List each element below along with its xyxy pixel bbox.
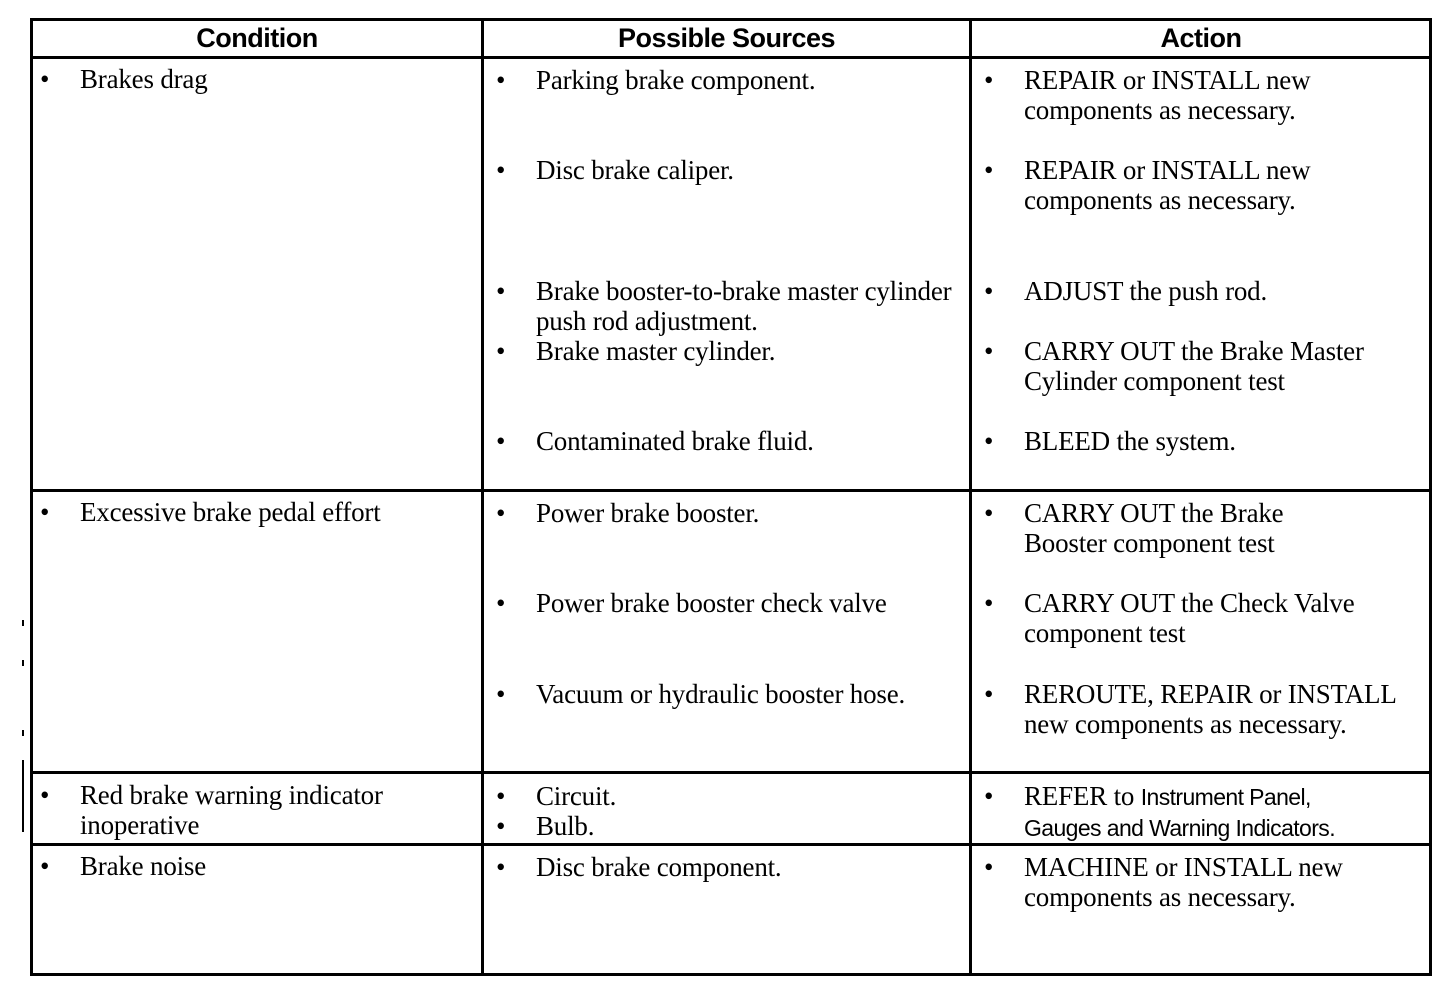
source-item: • Disc brake component.	[490, 852, 960, 882]
source-item: • Brake master cylinder.	[490, 336, 960, 366]
action-refer-lead: REFER to	[1024, 781, 1135, 811]
source-item: • Vacuum or hydraulic booster hose.	[490, 679, 920, 709]
source-item: • Parking brake component.	[490, 65, 960, 95]
column-divider-2	[969, 18, 972, 976]
action-item: • CARRY OUT the Check Valve component test	[978, 588, 1368, 648]
source-item: • Circuit.	[490, 781, 960, 811]
source-item: • Brake booster-to-brake master cylinder push rod adjustment.	[490, 276, 960, 336]
column-divider-1	[481, 18, 484, 976]
header-divider	[30, 56, 1432, 59]
action-item: • CARRY OUT the Brake Master Cylinder component test	[978, 336, 1388, 396]
header-condition: Condition	[196, 23, 318, 53]
row-divider-1	[30, 489, 1432, 492]
condition-brake-noise: • Brake noise	[34, 851, 474, 881]
margin-mark	[22, 730, 24, 736]
source-item: • Bulb.	[490, 811, 960, 841]
row-divider-2	[30, 771, 1432, 774]
condition-excessive-pedal-effort: • Excessive brake pedal effort	[34, 497, 474, 527]
action-item: • MACHINE or INSTALL new components as necessary.	[978, 852, 1418, 912]
source-item: • Disc brake caliper.	[490, 155, 960, 185]
header-possible-sources: Possible Sources	[617, 23, 836, 53]
action-item: • REROUTE, REPAIR or INSTALL new components as necessary.	[978, 679, 1398, 739]
source-item: • Contaminated brake fluid.	[490, 426, 960, 456]
margin-mark	[22, 660, 24, 666]
action-item: • ADJUST the push rod.	[978, 276, 1418, 306]
condition-brakes-drag: • Brakes drag	[34, 64, 474, 94]
change-bar	[22, 760, 24, 832]
source-item: • Power brake booster.	[490, 498, 960, 528]
action-item: • REPAIR or INSTALL new components as necessary.	[978, 155, 1418, 215]
action-item: • REPAIR or INSTALL new components as necessary.	[978, 65, 1418, 125]
action-item: • BLEED the system.	[978, 426, 1418, 456]
condition-red-warning-indicator: • Red brake warning indicator inoperative	[34, 780, 474, 840]
action-reference-link[interactable]: Gauges and Warning Indicators.	[1024, 815, 1335, 841]
action-item: • CARRY OUT the Brake Booster component test	[978, 498, 1358, 558]
action-item	[978, 781, 1428, 843]
action-reference-link[interactable]: Instrument Panel,	[1140, 784, 1311, 810]
margin-mark	[22, 620, 24, 626]
header-action: Action	[1160, 23, 1242, 53]
source-item: • Power brake booster check valve	[490, 588, 890, 618]
row-divider-3	[30, 843, 1432, 846]
